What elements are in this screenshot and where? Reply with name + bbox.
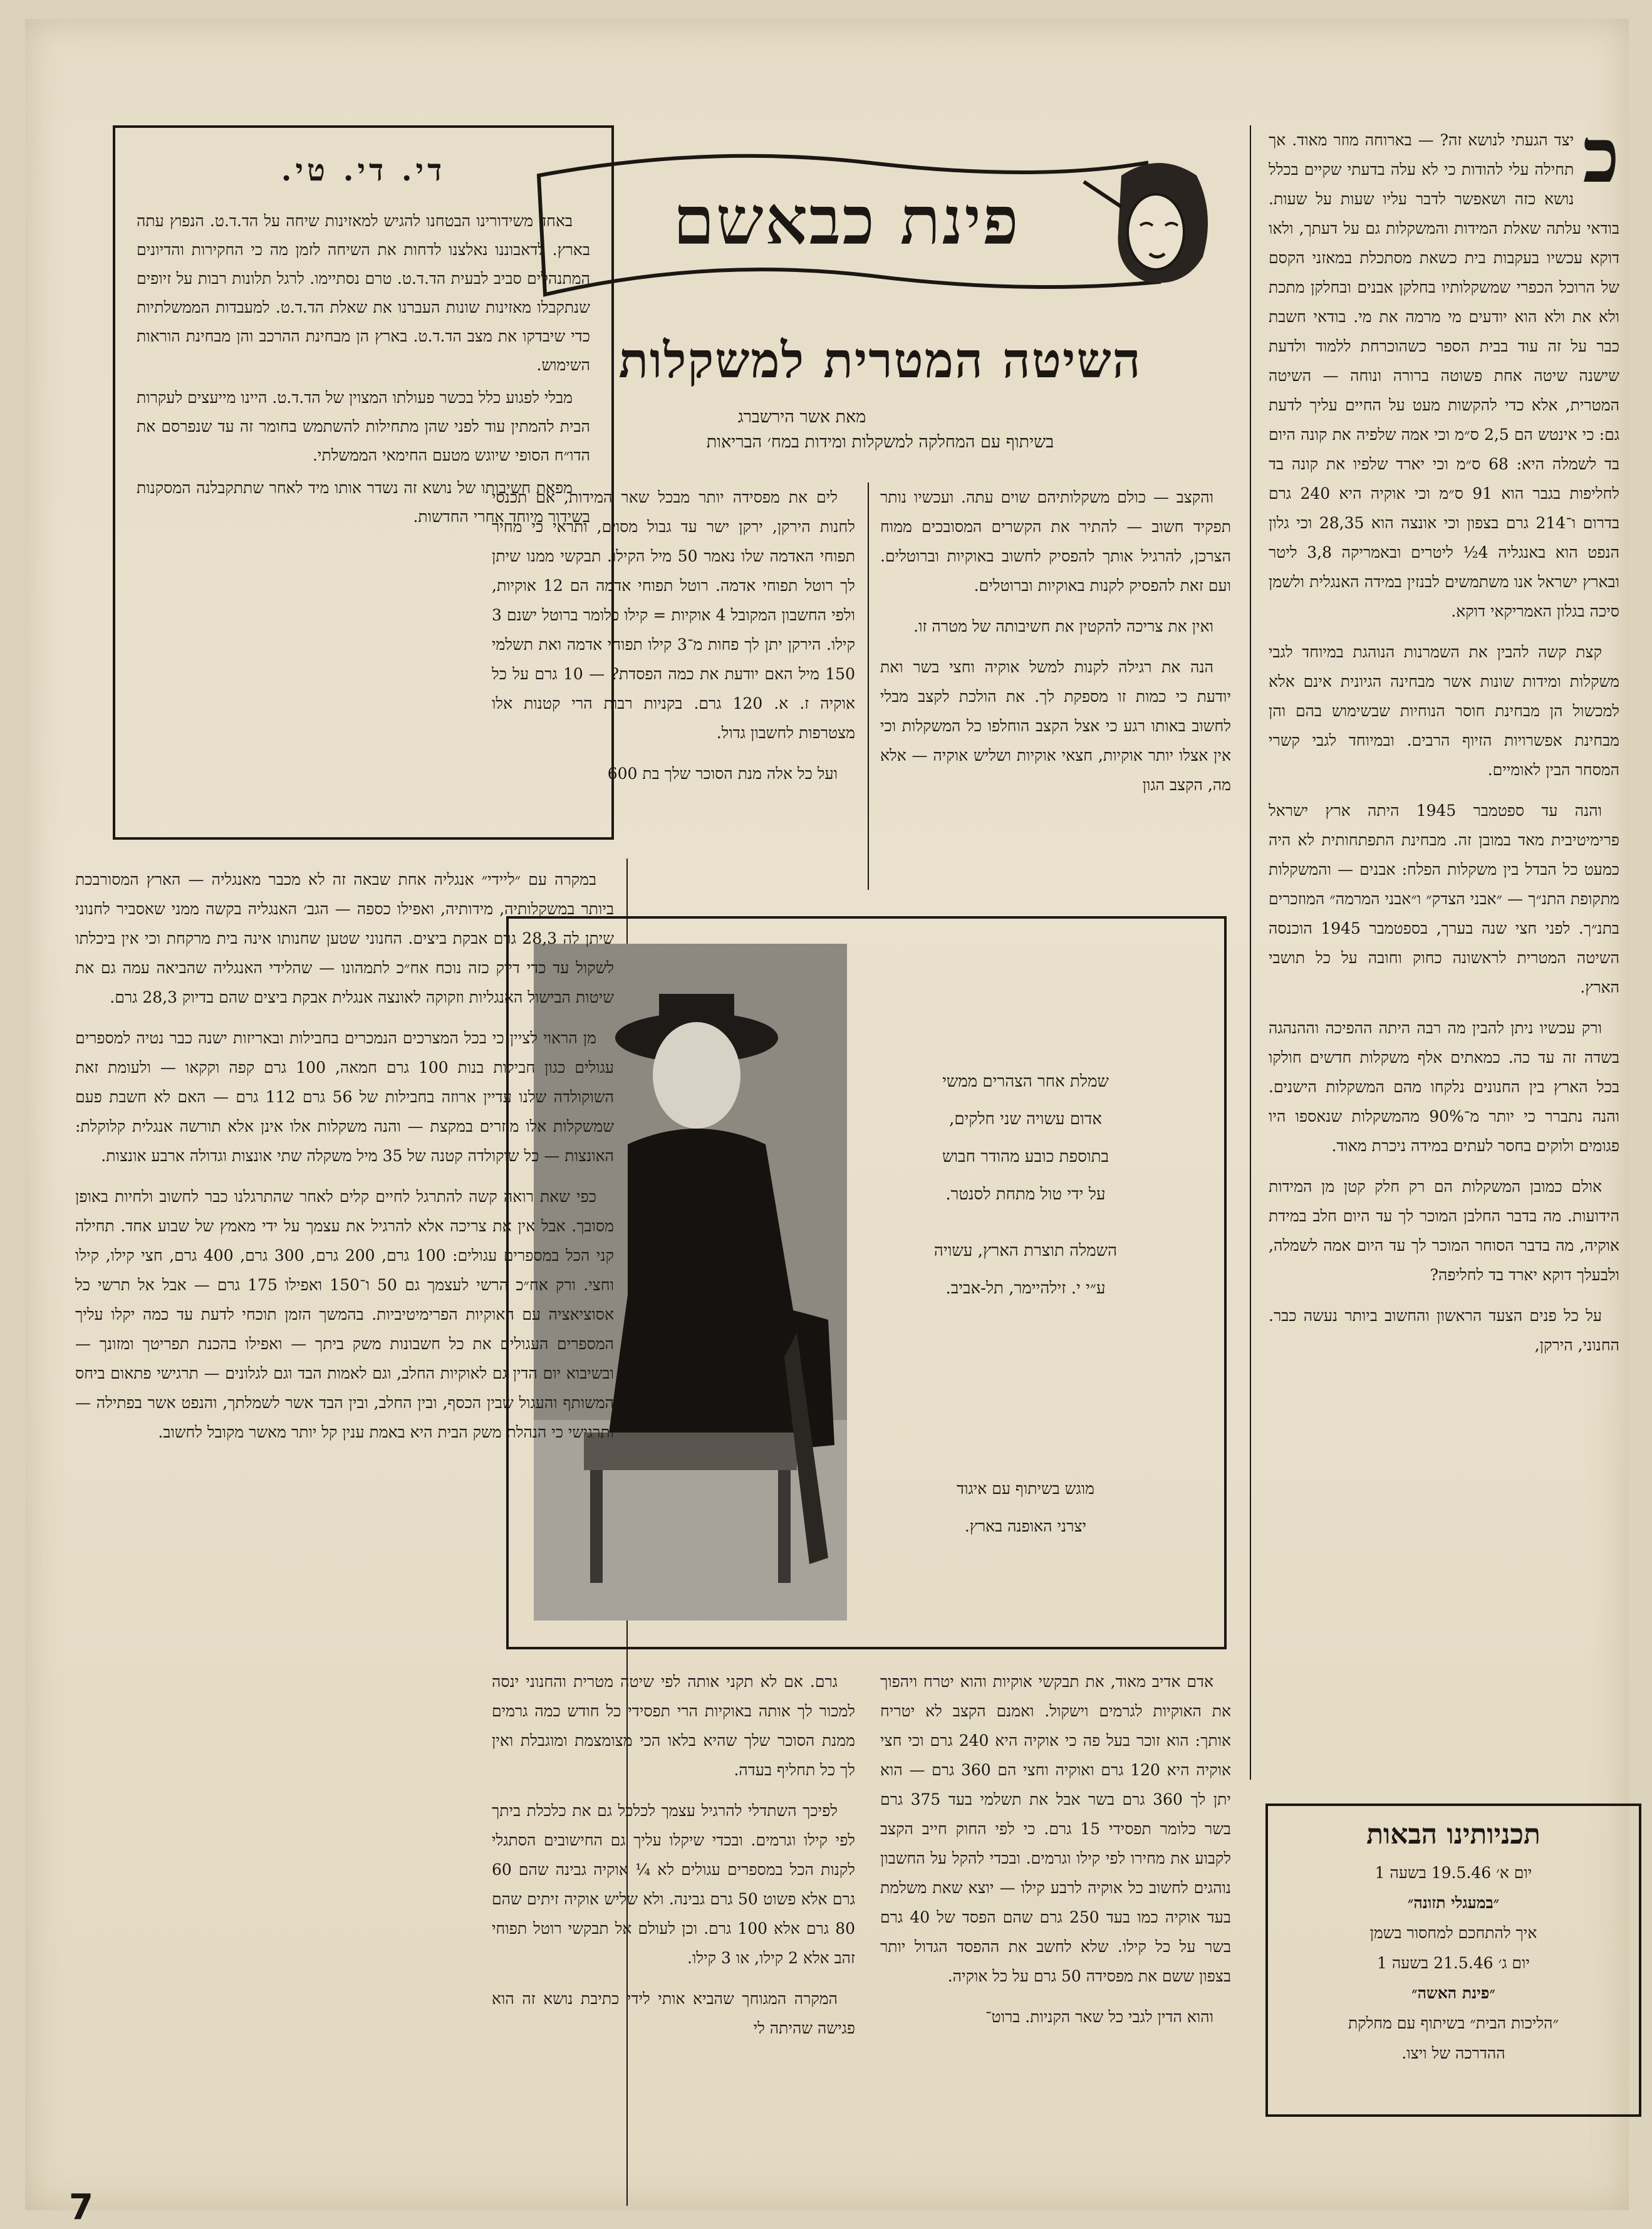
next-program-line: ״פינת האשה״ [1411, 1984, 1495, 2002]
byline: מאת אשר הירשברג [737, 407, 866, 427]
paragraph: על כל פנים הצעד הראשון והחשוב ביותר נעשה כבר. החנוני, הירקן, [1269, 1307, 1619, 1354]
paragraph: קצת קשה להבין את השמרנות הנוהגת במיוחד לגבי משקלות ומידות שונות אשר מבחינה הגיונית אינם אלא למכשול הן מבחינת חוסר הנוחיות שבשימוש בהם והן מבחינת אפשרויות הזיוף הרבים. ובמיוחד לגבי קשרי המסחר הבין לאומיים. [1269, 643, 1619, 779]
next-program-line: ״במעגלי תזונה״ [1407, 1894, 1500, 1912]
next-programs-box [1265, 1804, 1641, 2117]
paragraph: במקרה עם ״ליידי״ אנגליה אחת שבאה זה לא מכבר מאנגליה — הארץ המסורבכת ביותר במשקלותיה, מידותיה, ואפילו כספה — הגב׳ האנגליה בקשה ממני שאסביר לחנוני שיתן לה 28,3 גרם אבקת ביצים. החנוני שטען שחנותו אינה בית מרקחת וכי אין ביכלתו לשקול עד כדי דיוק כזה נוכח אח״כ לתמהונו — שהלידי האנגליה שהביאה עמה גם את שיטות הבישול האנגליות וזקוקה לאונצה אנגלית אבקת ביצים שהם בדיוק 28,3 גרם. [75, 870, 614, 1006]
caption-line: ע״י י. זילהיימר, תל-אביב. [945, 1279, 1106, 1298]
ddt-paragraph: מפאת חשיבותו של נושא זה נשדר אותו מיד לאחר שתתקבלנה המסקנות בשידור מיוחד אחרי החדשות. [137, 479, 590, 526]
paragraph: לים את מפסידה יותר מבכל שאר המידות, אם תכנסי לחנות הירקן, ירקן ישר עד גבול מסוים, ותראי כי מחיר תפוחי האדמה שלו נאמר 50 מיל הקילו. תבקשי ממנו שיתן לך רוטל תפוחי אדמה. רוטל תפוחי אדמה הם 12 אוקיות, ולפי החשבון המקובל 4 אוקיות = קילו כלומר ברוטל ישנם 3 קילו. הירקן יתן לך פחות מ־3 קילו תפוחי אדמה ואת תשלמי 150 מיל האם יודעת את כמה הפסדת? — 10 גרם על כל אוקיה ז. א. 120 גרם. בקניות רבות הרי קטנות אלו מצטרפות לחשבון גדול. [492, 488, 855, 742]
next-programs-title: תכניותינו הבאות [1366, 1819, 1540, 1851]
photo-credit [878, 1470, 1173, 1545]
next-program-line: יום ג׳ 21.5.46 בשעה 1 [1377, 1954, 1530, 1972]
column-bottom-right [880, 1667, 1231, 2043]
photo-caption [878, 1063, 1173, 1307]
paragraph: המקרה המגוחך שהביא אותי לידי כתיבת נושא זה הוא פגישה שהיתה לי [492, 1990, 855, 2037]
next-program-line: יום א׳ 19.5.46 בשעה 1 [1374, 1864, 1532, 1882]
ddt-paragraph: באחד משידורינו הבטחנו להגיש למאזינות שיחה על הד.ד.ט. הנפוץ עתה בארץ. לדאבוננו נאלצנו לדחות את השיחה לזמן מה כי החקירות והדיונים המתנהלים סביב לבעית הד.ד.ט. טרם נסתיימו. לרגל תלונות רבות על זיופים שנתקבלו מאזינות שונות העברנו את שאלת הד.ד.ט. למעבדות הממשלתיות כדי שיבדקו את מצב הד.ד.ט. בארץ הן מבחינת ההרכב והן מבחינת הוראות השימוש. [137, 212, 590, 374]
credit-line: יצרני האופנה בארץ. [964, 1517, 1087, 1535]
caption-line: אדום עשויה שני חלקים, [949, 1110, 1102, 1129]
column-divider [868, 483, 869, 890]
column-center-right [880, 483, 1231, 811]
next-program-line: ״הליכות הבית״ בשיתוף עם מחלקת [1348, 2014, 1559, 2032]
caption-line: בתוספת כובע מהודר חבוש [942, 1147, 1109, 1166]
newspaper-page [25, 19, 1629, 2228]
column-divider [1250, 125, 1251, 1780]
column-bottom-mid [492, 1667, 855, 2054]
logo-text: פינת כבאשם [672, 180, 1019, 261]
paragraph: יצד הגעתי לנושא זה? — בארוחה מוזר מאוד. אך תחילה עלי להודות כי לא עלה בדעתי שקיים בכלל נושא כזה ושאפשר לדבר עליו שעות על שעות. בודאי עלתה שאלת המידות והמשקלות גם על דעתך, ולאו דוקא עכשיו בעקבות בית כשאת מסתכלת במאזני הקסם של הרוכל הכפרי שמשקלותיו בחלקן אבנים ובחלקן מתכת ולא את ולא הוא יודעים מי מרמה את מי. בודאי חשבת כבר על זה עוד בבית הספר כשהוכרחת ללמוד ולדעת שישנה שיטה אחת פשוטה ברורה ונוחה — השיטה המטרית, אלא כדי להקשות מעט על החיים עליך לדעת גם: כי אינטש הם 2,5 ס״מ וכי אמה שלפיה את קונה היום בד לשמלה היא: 68 ס״מ וכי יארד שלפיו את קונה בד לחליפות בגבר הוא 91 ס״מ וכי אוקיה היא 240 גרם בדרום ו־214 גרם בצפון וכי אונצה הוא 28,35 וכי גלון הנפט הוא באנגליה 4½ ליטרים ובאמריקה 3,8 ליטר ובארץ ישראל אנו משתמשים לבנזין במידה האנגלית ולשמן סיכה בגלון האמריקאי דוקא. [1269, 131, 1620, 620]
next-program-line: איך להתחכם למחסור בשמן [1369, 1924, 1537, 1942]
paragraph: אדם אדיב מאוד, את תבקשי אוקיות והוא יטרח ויהפוך את האוקיות לגרמים וישקול. ואמנם הקצב לא יטריח אותך: הוא זוכר בעל פה כי אוקיה היא 240 גרם וכי חצי אוקיה היא 120 גרם ואוקיה וחצי הם 360 גרם — הוא יתן לך 360 גרם בשר אבל את תשלמי בעד 375 גרם בשר כלומר תפסידי 15 גרם. כי לפי החוק חייב הקצב לקבוע את מחירו לפי קילו וגרמים. ובכדי להקל על החשבון נוהגים לחשוב כל אוקיה לרבע קילו — יוצא שאת משלמת בעד אוקיה כמו בעד 250 גרם שהם הפסד של 40 גרם בשר על כל קילו. שלא לחשב את ההפסד הגדול יותר בצפון ששם את מפסידה 50 גרם על כל אוקיה. [880, 1673, 1231, 1985]
dropcap: כ [1582, 112, 1619, 200]
byline-partnership: בשיתוף עם המחלקה למשקלות ומידות במח׳ הבריאות [706, 432, 1054, 452]
credit-line: מוגש בשיתוף עם איגוד [957, 1480, 1094, 1498]
paragraph: והקצב — כולם משקלותיהם שוים עתה. ועכשיו נותר תפקיד חשוב — להתיר את הקשרים המסובכים ממוח הצרכן, להרגיל אותך להפסיק לחשוב באוקיות וברוטלים. ועם זאת להפסיק לקנות באוקיות וברוטלים. [880, 488, 1231, 595]
ddt-title: די. די. טי. [281, 153, 446, 188]
column-logo [520, 138, 1228, 307]
paragraph: לפיכך השתדלי להרגיל עצמך לכלכל גם את כלכלת ביתך לפי קילו וגרמים. ובכדי שיקלו עליך גם החישובים הסתגלי לקנות הכל במספרים עגולים לא ¼ אוקיה גבינה שהם 60 גרם אלא פשוט 50 גרם גבינה. ולא שליש אוקיה זיתים שהם 80 גרם אלא 100 גרם. וכן לעולם אל תבקשי רוטל תפוחי זהב אלא 2 קילו, או 3 קילו. [492, 1802, 856, 1967]
paragraph: הנה את רגילה לקנות למשל אוקיה וחצי בשר ואת יודעת כי כמות זו מספקת לך. את הולכת לקצב מבלי לחשוב באותו רגע כי אצל הקצב הוחלפו כל המשקלות וכי אין אצלו יותר אוקיות, חצאי אוקיות ושליש אוקיה — אלא מה, הקצב הגון [880, 658, 1231, 794]
paragraph: גרם. אם לא תקני אותה לפי שיטה מטרית והחנוני ינסה למכור לך אותה באוקיות הרי תפסידי כל חודש כמה גרמים ממנת הסוכר שלך שהיא בלאו הכי מצומצמת ומוגבלת ואין לך כל תחליף בעדה. [492, 1673, 855, 1779]
paragraph: והנה עד ספטמבר 1945 היתה ארץ ישראל פרימיטיבית מאד במובן זה. מבחינת התפתחותית לא היה כמעט כל הבדל בין משקלות הפלח: אבנים — והמשקלות מתקופת התנ״ך — ״אבני הצדק״ ו״אבני המרמה״ המוזכרים בתנ״ך. לפני חצי שנה בערך, בספטמבר 1945 הוכנסה השיטה המטרית לראשונה כחוק וחובה על כל תושבי הארץ. [1269, 801, 1619, 996]
caption-line: על ידי טול מתחת לסנטר. [945, 1185, 1106, 1204]
paragraph: כפי שאת רואה קשה להתרגל לחיים קלים לאחר שהתרגלנו כבר לחשוב ולחיות באופן מסובך. אבל אין את צריכה אלא להרגיל את עצמך על ידי מאמץ של שבוע אחד. תחילה קני הכל במספרים עגולים: 100 גרם, 200 גרם, 300 גרם, 400 גרם, חצי קילו, קילו וחצי. ורק אח״כ הרשי לעצמך גם 50 ו־150 ואפילו 175 גרם — אבל אל תרשי כל אסוציאציה עם האוקיות הפרימיטיביות. בהמשך הזמן תוכחי לדעת עד כמה יקלו עליך המספרים העגולים את כל חשבונות משק ביתך — ואפילו בהכנת תפריטך ומזונך — ובשיבוא יום הדין גם לאוקיות החלב, וגם לאמות הבד וגם לגלונים — תרגישי פתאום ביחס המשותף והעגול שבין הכסף, ובין החלב, ובין הבד אשר לשמלתך, והנפט אשר בפתילה — ותרגישי כי הנהלת משק הבית היא באמת ענין קל יותר מאשר מקובל לחשוב. [75, 1188, 614, 1441]
page-number: 7 [69, 2187, 93, 2228]
paragraph: והוא הדין לגבי כל שאר הקניות. ברוט־ [985, 2008, 1213, 2026]
column-right [1269, 112, 1620, 1371]
article-title: השיטה המטרית למשקלות [618, 332, 1142, 389]
paragraph: ורק עכשיו ניתן להבין מה רבה היתה ההפיכה וההנהגה בשדה זה עד כה. כמאתים אלף משקלות חדשים חולקו בכל הארץ בין החנונים נלקחו מהם המשקלות הישנים. והנה נתברר כי יותר מ־90% מהמשקלות שנאספו היו פגומים ולוקים בחסר לעתים במידה ניכרת מאוד. [1269, 1019, 1620, 1155]
caption-line: השמלה תוצרת הארץ, עשויה [933, 1241, 1118, 1260]
paragraph: ועל כל אלה מנת הסוכר שלך בת 600 [607, 765, 838, 783]
caption-line: שמלת אחר הצהרים ממשי [942, 1072, 1109, 1091]
paragraph: מן הראוי לציין כי בכל המצרכים הנמכרים בחבילות ובאריזות ישנה כבר נטיה למספרים עגולים כגון חבילות בנות 100 גרם חמאה, 100 גרם קפה וקקאו — ולעומת זאת השוקולדה שלנו עדיין ארוזה בחבילות של 56 גרם 112 גרם — האם לא חשבת פעם שמשקלות אלו מוזרים במקצת — והנה משקלות אלו אינן אלא תורשה אנגלית קלוקלת: האונצות — כל שוקולדה קטנה של 35 מיל משקלה שתי אונצות וגדולה ארבע אונצות. [75, 1029, 614, 1165]
paragraph: ואין את צריכה להקטין את חשיבותה של מטרה זו. [913, 617, 1213, 635]
column-center-left [492, 483, 855, 800]
woman-illustration-icon [1084, 163, 1208, 283]
ddt-paragraph: מבלי לפגוע כלל בכשר פעולתו המצוין של הד.ד.ט. היינו מייעצים לעקרות הבית להמתין עוד לפני שהן מתחילות להשתמש בחומר זה עד שנפרסם את הדו״ח הסופי שיוגש מטעם החימאי הממשלתי. [137, 389, 590, 464]
next-program-line: ההדרכה של ויצו. [1401, 2044, 1505, 2062]
column-left [75, 865, 614, 1458]
photo-box [506, 916, 1227, 1649]
paragraph: אולם כמובן המשקלות הם רק חלק קטן מן המידות הידועות. מה בדבר החלבן המוכר לך עד היום חלב במידת אוקיה, מה בדבר הסוחר המוכר לך עד היום אמה לשמלה, ולבעלך דוקא יארד בד לחליפה? [1269, 1177, 1619, 1284]
